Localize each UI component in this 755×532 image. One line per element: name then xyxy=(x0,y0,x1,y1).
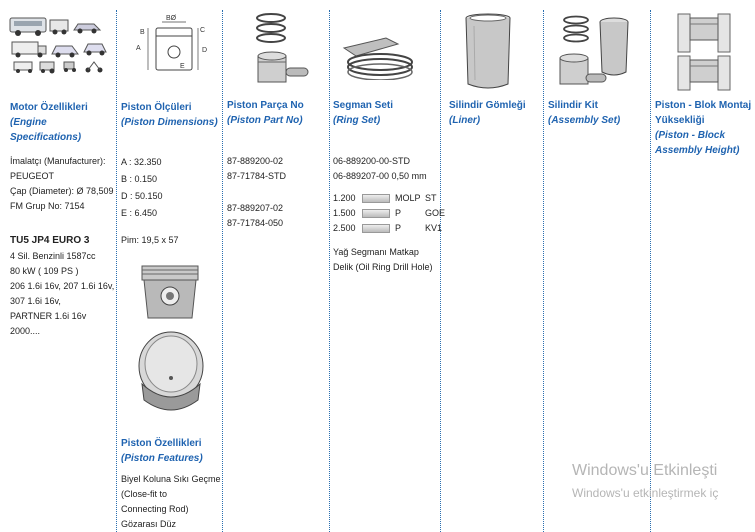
engine-specs-title: Motor Özellikleri xyxy=(10,102,88,113)
engine-detail: 2000.... xyxy=(10,326,41,336)
ring-code: KV1 xyxy=(425,223,443,233)
engine-specs-subtitle: (Engine Specifications) xyxy=(10,117,82,143)
block-height-header xyxy=(655,98,753,158)
ring-profile-icon xyxy=(362,209,390,218)
vehicles-icon xyxy=(8,12,112,74)
feature-line: Gözarası Düz xyxy=(121,519,177,529)
liner-image xyxy=(460,12,516,92)
column-divider xyxy=(543,10,545,532)
piston-part-no-header xyxy=(227,98,327,128)
ring-set-image xyxy=(340,34,420,80)
liner-subtitle: (Liner) xyxy=(449,115,481,126)
piston-features-subtitle: (Piston Features) xyxy=(121,453,203,464)
part-number: 87-71784-050 xyxy=(227,218,284,228)
dim-label-a: A xyxy=(136,45,141,52)
dim-value-a: A : 32.350 xyxy=(121,157,162,167)
column-divider xyxy=(116,10,118,532)
ring-type: MOLP xyxy=(395,193,421,203)
dim-label-c: C xyxy=(200,27,206,34)
dim-value-e: E : 6.450 xyxy=(121,208,158,218)
assembly-set-title: Silindir Kit xyxy=(548,100,598,111)
dim-value-b: B : 0.150 xyxy=(121,174,158,184)
part-number: 87-71784-STD xyxy=(227,171,287,181)
activation-watermark-title: Windows'u Etkinleşti xyxy=(572,462,718,479)
manufacturer-label: İmalatçı (Manufacturer): xyxy=(10,156,106,166)
feature-line: (Close-fit to xyxy=(121,489,168,499)
oil-ring-note-line: Delik (Oil Ring Drill Hole) xyxy=(333,262,433,272)
engine-info xyxy=(10,154,114,214)
ring-profile-icon xyxy=(362,194,390,203)
assembly-set-subtitle: (Assembly Set) xyxy=(548,115,621,126)
ring-row xyxy=(333,221,445,236)
column-divider xyxy=(222,10,224,532)
ring-size: 1.200 xyxy=(333,193,356,203)
oil-ring-note xyxy=(333,245,433,275)
engine-specs-header xyxy=(10,100,118,145)
column-divider xyxy=(329,10,331,532)
part-number: 87-889200-02 xyxy=(227,156,284,166)
ring-row xyxy=(333,206,445,221)
piston-part-no-subtitle: (Piston Part No) xyxy=(227,115,303,126)
dim-label-d: D xyxy=(202,47,208,54)
assembly-set-image xyxy=(556,14,636,94)
piston-features-header xyxy=(121,436,221,466)
dim-label-bo: BØ xyxy=(166,15,177,22)
ring-type: P xyxy=(395,223,402,233)
fm-group-value: FM Grup No: 7154 xyxy=(10,201,85,211)
ring-size: 1.500 xyxy=(333,208,356,218)
engine-detail: PARTNER 1.6i 16v xyxy=(10,311,87,321)
engine-detail: 307 1.6i 16v, xyxy=(10,296,61,306)
part-number: 87-889207-02 xyxy=(227,203,284,213)
piston-top-image xyxy=(136,328,206,414)
ring-code: ST xyxy=(425,193,437,203)
dim-value-d: D : 50.150 xyxy=(121,191,163,201)
ring-code: GOE xyxy=(425,208,446,218)
part-numbers xyxy=(227,154,286,231)
ring-set-title: Segman Seti xyxy=(333,100,394,111)
activation-watermark-text: Windows'u etkinleştirmek iç xyxy=(572,486,719,500)
liner-title: Silindir Gömleği xyxy=(449,100,526,111)
ring-set-header xyxy=(333,98,438,128)
block-assembly-image xyxy=(676,12,732,92)
ring-row xyxy=(333,191,445,206)
oil-ring-note-line: Yağ Segmanı Matkap xyxy=(333,247,419,257)
engine-detail: 206 1.6i 16v, 207 1.6i 16v, xyxy=(10,281,115,291)
engine-detail: 4 Sil. Benzinli 1587cc xyxy=(10,251,96,261)
ring-set-subtitle: (Ring Set) xyxy=(333,115,381,126)
dim-label-b: B xyxy=(140,29,145,36)
piston-dimensions-title: Piston Ölçüleri xyxy=(121,102,192,113)
ring-table xyxy=(333,191,445,236)
piston-dimensions-subtitle: (Piston Dimensions) xyxy=(121,117,218,128)
feature-line: Connecting Rod) xyxy=(121,504,189,514)
diameter-value: Çap (Diameter): Ø 78,509 xyxy=(10,186,114,196)
assembly-set-header xyxy=(548,98,648,128)
pin-size: Pim: 19,5 x 57 xyxy=(121,235,179,245)
ring-size: 2.500 xyxy=(333,223,356,233)
block-height-subtitle: (Piston - Block Assembly Height) xyxy=(655,130,740,156)
piston-side-image xyxy=(138,262,202,324)
piston-features-text xyxy=(121,472,221,532)
piston-dimensions-values xyxy=(121,154,163,222)
ring-set-codes xyxy=(333,154,427,184)
manufacturer-value: PEUGEOT xyxy=(10,171,55,181)
liner-header xyxy=(449,98,544,128)
piston-part-no-title: Piston Parça No xyxy=(227,100,304,111)
ring-type: P xyxy=(395,208,402,218)
block-height-title: Piston - Blok Montaj Yüksekliği xyxy=(655,100,752,126)
dim-label-e: E xyxy=(180,63,185,70)
column-divider xyxy=(440,10,442,532)
piston-features-title: Piston Özellikleri xyxy=(121,438,202,449)
ring-set-code: 06-889207-00 0,50 mm xyxy=(333,171,427,181)
piston-dimension-diagram xyxy=(134,14,214,74)
piston-parts-image xyxy=(246,10,316,90)
column-divider xyxy=(650,10,652,532)
ring-profile-icon xyxy=(362,224,390,233)
engine-details xyxy=(10,249,114,339)
engine-model: TU5 JP4 EURO 3 xyxy=(10,235,90,246)
feature-line: Biyel Koluna Sıkı Geçme xyxy=(121,474,221,484)
engine-detail: 80 kW ( 109 PS ) xyxy=(10,266,79,276)
ring-set-code: 06-889200-00-STD xyxy=(333,156,411,166)
piston-dimensions-header xyxy=(121,100,221,130)
